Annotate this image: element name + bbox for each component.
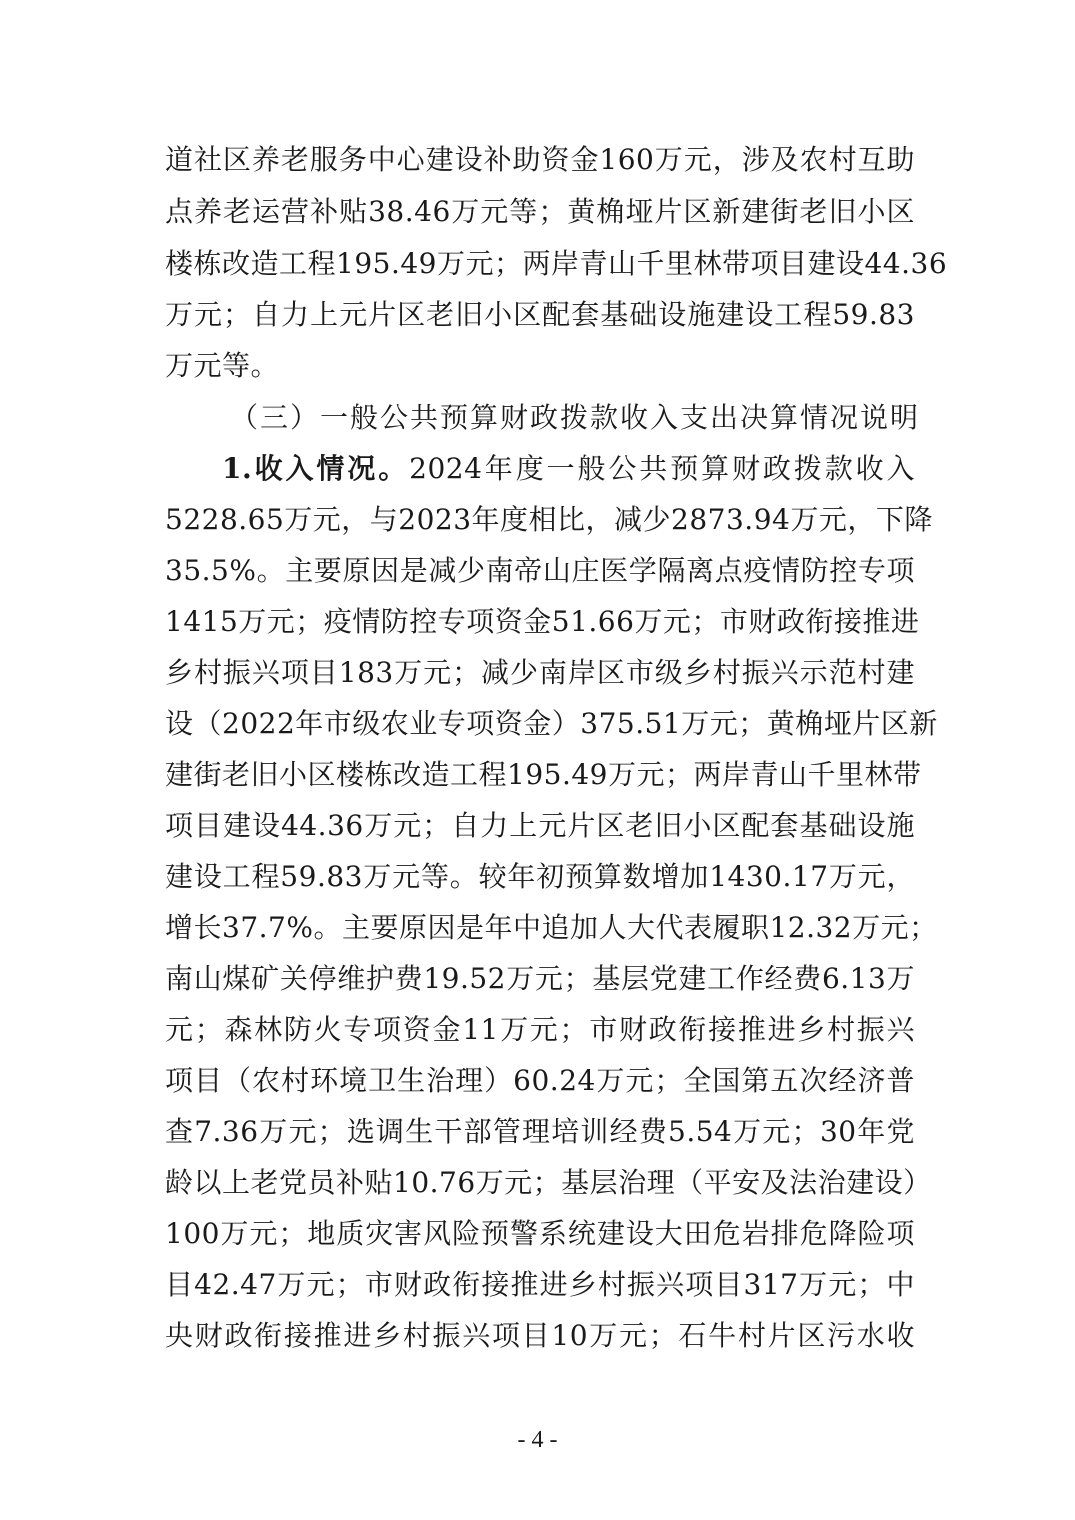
paragraph-line: 增长37.7%。主要原因是年中追加人大代表履职12.32万元； <box>165 911 938 944</box>
paragraph-line: 楼栋改造工程195.49万元；两岸青山千里林带项目建设44.36 <box>165 247 948 280</box>
paragraph-line: 项目（农村环境卫生治理）60.24万元；全国第五次经济普 <box>165 1064 915 1097</box>
paragraph-line: 建街老旧小区楼栋改造工程195.49万元；两岸青山千里林带 <box>165 758 922 791</box>
paragraph-line: 乡村振兴项目183万元；减少南岸区市级乡村振兴示范村建 <box>165 656 915 689</box>
paragraph-line: 央财政衔接推进乡村振兴项目10万元；石牛村片区污水收 <box>165 1319 915 1352</box>
paragraph-line: 设（2022年市级农业专项资金）375.51万元；黄桷垭片区新 <box>165 707 938 740</box>
paragraph-line: 项目建设44.36万元；自力上元片区老旧小区配套基础设施 <box>165 809 915 842</box>
paragraph-line: 点养老运营补贴38.46万元等；黄桷垭片区新建街老旧小区 <box>165 195 915 228</box>
paragraph-line: 100万元；地质灾害风险预警系统建设大田危岩排危降险项 <box>165 1217 915 1250</box>
paragraph-line: 建设工程59.83万元等。较年初预算数增加1430.17万元， <box>165 860 915 893</box>
paragraph-line: 目42.47万元；市财政衔接推进乡村振兴项目317万元；中 <box>165 1268 915 1301</box>
paragraph-line: 道社区养老服务中心建设补助资金160万元，涉及农村互助 <box>165 143 915 176</box>
income-lead-bold: 1.收入情况。 <box>222 452 410 485</box>
paragraph-line: 龄以上老党员补贴10.76万元；基层治理（平安及法治建设） <box>165 1166 932 1199</box>
paragraph-line: 查7.36万元；选调生干部管理培训经费5.54万元；30年党 <box>165 1115 915 1148</box>
paragraph-line: 5228.65万元，与2023年度相比，减少2873.94万元，下降 <box>165 503 933 536</box>
income-paragraph-first-line <box>222 443 915 495</box>
paragraph-line: 南山煤矿关停维护费19.52万元；基层党建工作经费6.13万 <box>165 962 915 995</box>
paragraph-line: 万元等。 <box>165 349 280 382</box>
section-heading: （三）一般公共预算财政拨款收入支出决算情况说明 <box>230 401 921 434</box>
income-first-line-text: 2024年度一般公共预算财政拨款收入 <box>409 452 916 485</box>
paragraph-line: 元；森林防火专项资金11万元；市财政衔接推进乡村振兴 <box>165 1013 915 1046</box>
page-number: - 4 - <box>517 1427 558 1453</box>
paragraph-line: 35.5%。主要原因是减少南帝山庄医学隔离点疫情防控专项 <box>165 554 915 587</box>
paragraph-line: 万元；自力上元片区老旧小区配套基础设施建设工程59.83 <box>165 298 915 331</box>
paragraph-line: 1415万元；疫情防控专项资金51.66万元；市财政衔接推进 <box>165 605 920 638</box>
